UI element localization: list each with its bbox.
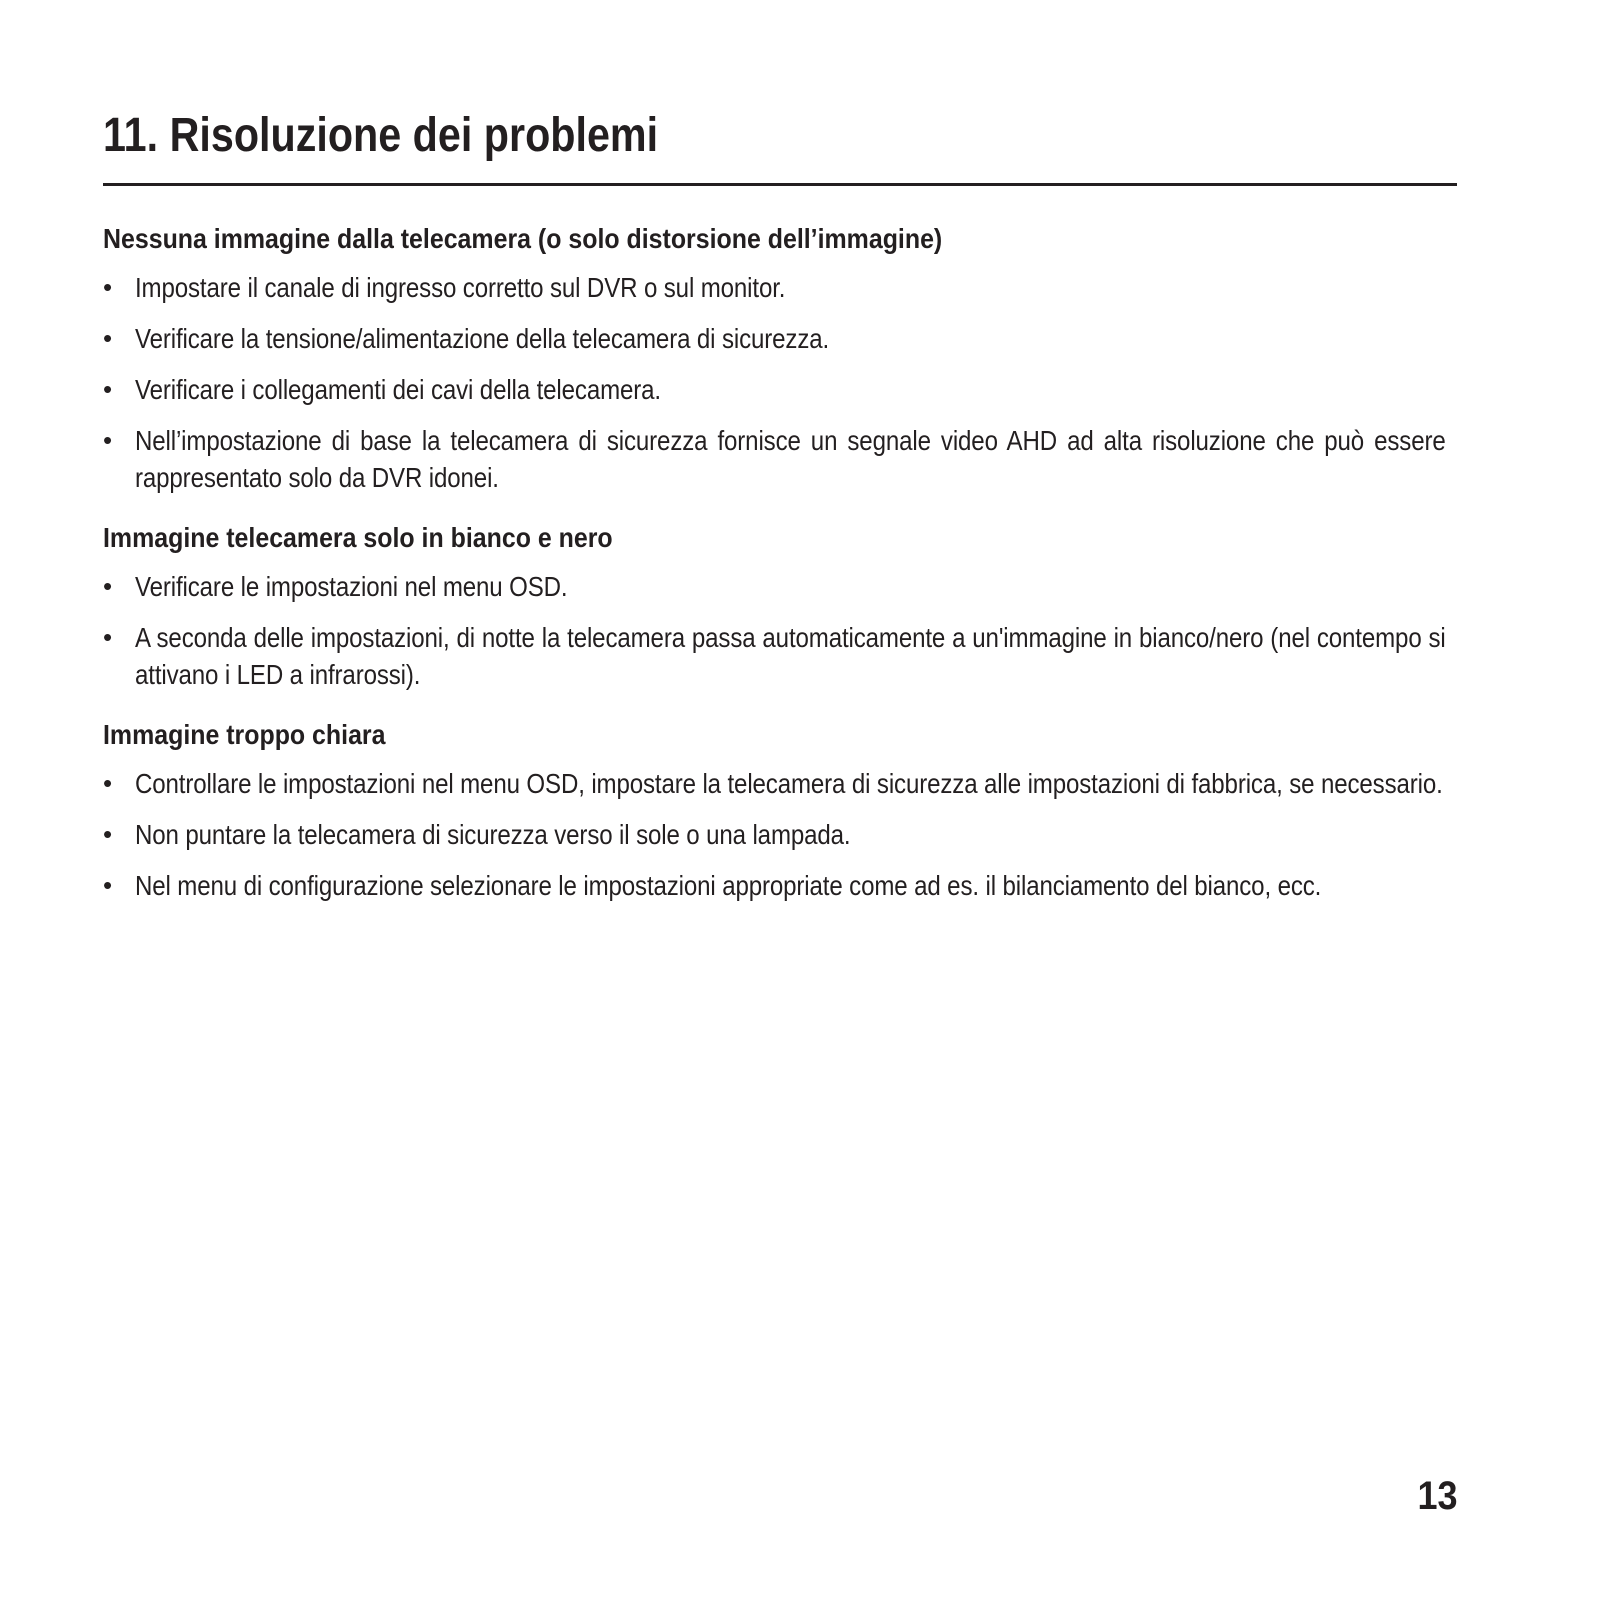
list-item — [103, 320, 1457, 357]
bullet-icon: • — [103, 622, 113, 652]
bullet-icon: • — [103, 272, 113, 302]
list-item — [103, 371, 1457, 408]
bullet-icon: • — [103, 425, 113, 455]
section-heading: Immagine telecamera solo in bianco e nero — [103, 522, 613, 553]
bullet-icon: • — [103, 819, 113, 849]
list-item — [103, 867, 1457, 904]
title-underline — [103, 183, 1457, 186]
list-item — [103, 269, 1457, 306]
page-title: 11. Risoluzione dei problemi — [103, 109, 659, 162]
bullet-icon: • — [103, 768, 113, 798]
list-item-text: Non puntare la telecamera di sicurezza verso il sole o una lampada. — [135, 819, 851, 850]
list-item-text: Impostare il canale di ingresso corretto sul DVR o sul monitor. — [135, 272, 786, 303]
bullet-icon: • — [103, 571, 113, 601]
bullet-list — [103, 269, 1457, 496]
list-item — [103, 816, 1457, 853]
list-item-text: Controllare le impostazioni nel menu OSD, impostare la telecamera di sicurezza alle impostazioni di fabbrica, se necessario. — [135, 768, 1443, 799]
list-item — [103, 568, 1457, 605]
page-number: 13 — [1416, 1474, 1457, 1518]
list-item — [103, 765, 1457, 802]
section-no-image — [103, 221, 1457, 496]
bullet-list — [103, 765, 1457, 904]
list-item-text: Verificare le impostazioni nel menu OSD. — [135, 571, 568, 602]
section-black-white-image — [103, 520, 1457, 693]
list-item — [103, 619, 1457, 693]
list-item-text: Nel menu di configurazione selezionare le impostazioni appropriate come ad es. il bilanciamento del bianco, ecc. — [135, 870, 1322, 901]
list-item-text: Verificare la tensione/alimentazione della telecamera di sicurezza. — [135, 323, 830, 354]
bullet-list — [103, 568, 1457, 693]
bullet-icon: • — [103, 870, 113, 900]
list-item-text: A seconda delle impostazioni, di notte la telecamera passa automaticamente a un'immagine in bianco/nero (nel contempo si attivano i LED a infrarossi). — [135, 622, 1446, 690]
section-heading: Immagine troppo chiara — [103, 719, 386, 750]
list-item — [103, 422, 1457, 496]
section-heading: Nessuna immagine dalla telecamera (o solo distorsione dell’immagine) — [103, 223, 943, 254]
troubleshooting-content — [103, 221, 1457, 928]
list-item-text: Verificare i collegamenti dei cavi della telecamera. — [135, 374, 661, 405]
list-item-text: Nell’impostazione di base la telecamera di sicurezza fornisce un segnale video AHD ad alta risoluzione che può essere rappresentato solo da DVR idonei. — [135, 425, 1446, 493]
bullet-icon: • — [103, 374, 113, 404]
section-image-too-bright — [103, 717, 1457, 904]
document-page — [103, 0, 1457, 1600]
bullet-icon: • — [103, 323, 113, 353]
